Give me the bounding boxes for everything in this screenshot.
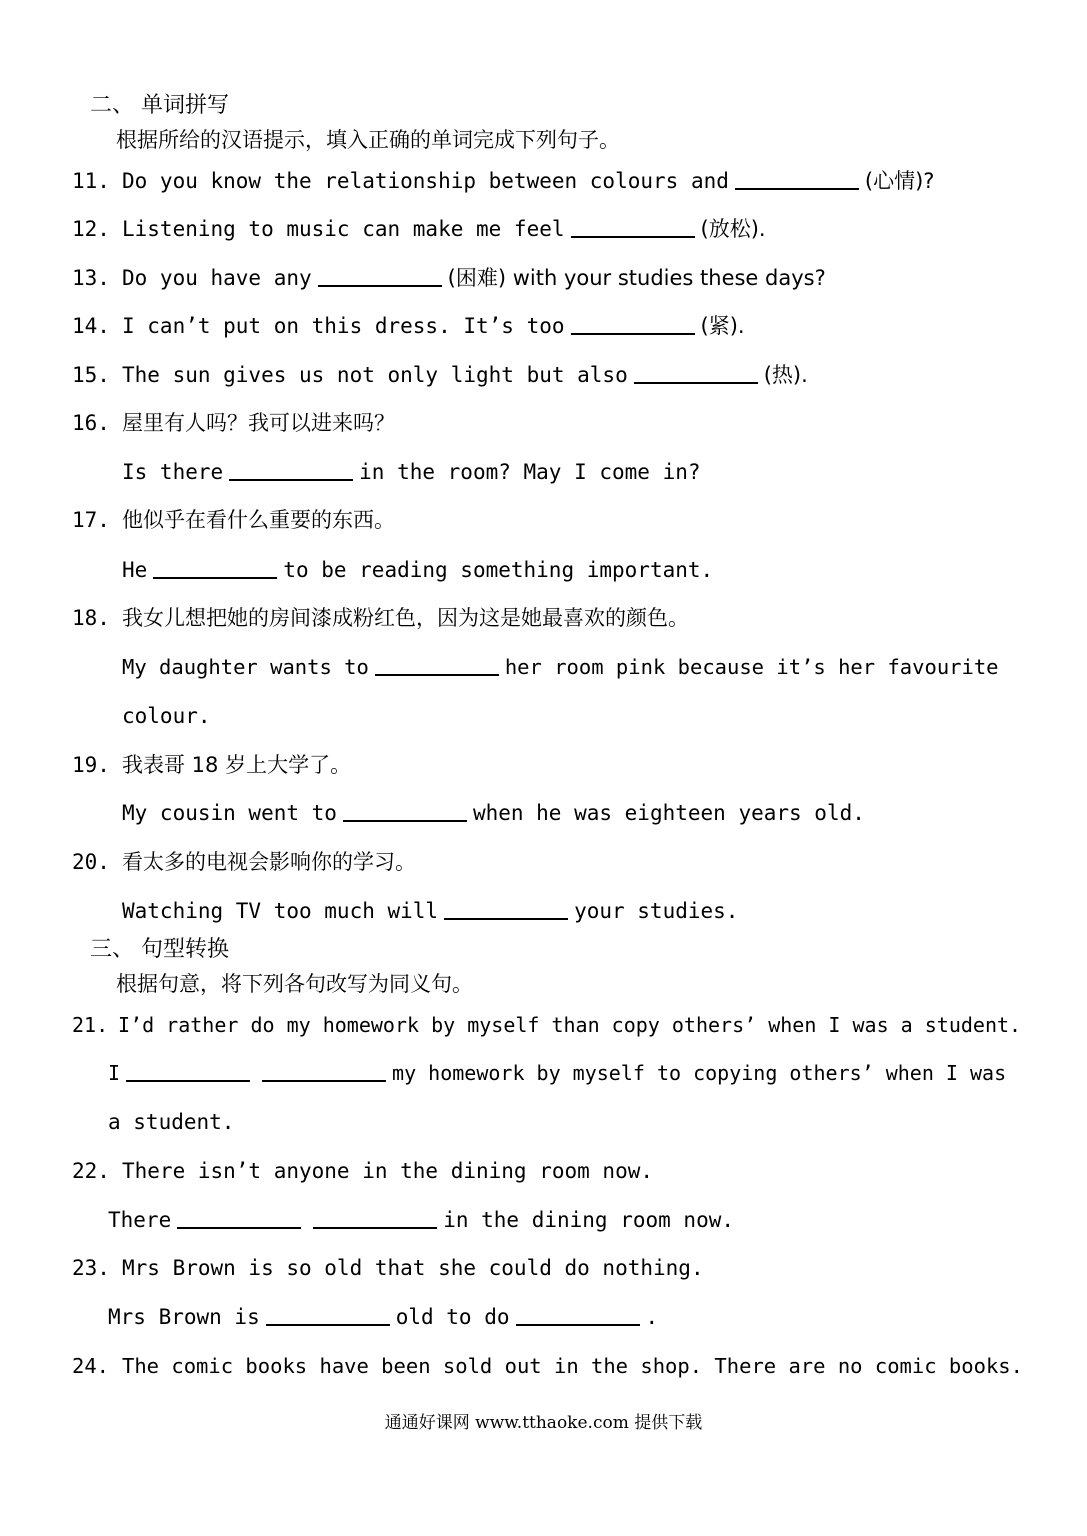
question-20-sentence	[122, 897, 738, 925]
question-original-sentence: The comic books have been sold out in the shop. There are no comic books.	[122, 1354, 1023, 1378]
question-text-end: .	[645, 1305, 659, 1329]
section-3-instruction: 根据句意，将下列各句改写为同义句。	[116, 972, 473, 996]
answer-blank[interactable]	[571, 313, 695, 335]
question-18-sentence	[122, 653, 999, 681]
question-text: I can’t put on this dress. It’s too	[122, 314, 565, 338]
question-21-sentence	[108, 1059, 1006, 1087]
question-text: My daughter wants to	[122, 655, 369, 679]
question-number: 18.	[72, 606, 110, 630]
question-18	[72, 604, 689, 632]
question-hint: (放松).	[700, 217, 766, 241]
question-24	[72, 1352, 1023, 1380]
answer-blank-1[interactable]	[126, 1060, 250, 1082]
question-hint: (紧).	[700, 314, 745, 338]
question-text: He	[122, 558, 148, 582]
question-20	[72, 848, 416, 876]
answer-blank-2[interactable]	[313, 1207, 437, 1229]
question-22-sentence	[108, 1206, 734, 1234]
question-18-continuation: colour.	[122, 704, 211, 728]
answer-blank-1[interactable]	[177, 1207, 301, 1229]
question-number: 17.	[72, 508, 110, 532]
question-number: 11.	[72, 169, 110, 193]
question-text-end: when he was eighteen years old.	[472, 801, 865, 825]
question-chinese: 看太多的电视会影响你的学习。	[122, 850, 416, 874]
question-text-end: in the room? May I come in?	[359, 460, 701, 484]
question-text: Watching TV too much will	[122, 899, 439, 923]
question-21	[72, 1011, 1021, 1039]
question-chinese: 他似乎在看什么重要的东西。	[122, 508, 395, 532]
question-21-continuation: a student.	[108, 1110, 235, 1134]
question-number: 20.	[72, 850, 110, 874]
question-chinese: 我表哥 18 岁上大学了。	[122, 753, 352, 777]
question-chinese: 屋里有人吗？我可以进来吗？	[122, 411, 395, 435]
question-16	[72, 409, 395, 437]
question-16-sentence	[122, 458, 701, 486]
answer-blank-1[interactable]	[266, 1304, 390, 1326]
question-number: 21.	[72, 1013, 109, 1037]
answer-blank[interactable]	[343, 800, 467, 822]
question-22	[72, 1157, 653, 1185]
question-text: Listening to music can make me feel	[122, 217, 565, 241]
question-number: 23.	[72, 1256, 110, 1280]
question-14	[72, 312, 745, 340]
answer-blank[interactable]	[571, 216, 695, 238]
question-number: 24.	[72, 1354, 110, 1378]
question-text: Mrs Brown is	[108, 1305, 260, 1329]
question-number: 12.	[72, 217, 110, 241]
question-number: 22.	[72, 1159, 110, 1183]
answer-blank[interactable]	[375, 654, 499, 676]
answer-blank[interactable]	[229, 459, 353, 481]
question-23	[72, 1254, 704, 1282]
question-11	[72, 167, 934, 195]
page-footer: 通通好课网 www.tthaoke.com 提供下载	[384, 1413, 703, 1433]
question-text: Do you know the relationship between colours and	[122, 169, 729, 193]
question-text-end: to be reading something important.	[283, 558, 714, 582]
section-2-instruction: 根据所给的汉语提示，填入正确的单词完成下列句子。	[116, 128, 620, 152]
question-text: My cousin went to	[122, 801, 337, 825]
question-original-sentence: Mrs Brown is so old that she could do nothing.	[122, 1256, 704, 1280]
answer-blank-2[interactable]	[516, 1304, 640, 1326]
answer-blank[interactable]	[318, 265, 442, 287]
question-text: I	[108, 1061, 121, 1085]
section-2-title: 二、 单词拼写	[90, 93, 229, 118]
answer-blank[interactable]	[634, 362, 758, 384]
question-text: The sun gives us not only light but also	[122, 363, 628, 387]
question-number: 15.	[72, 363, 110, 387]
question-number: 19.	[72, 753, 110, 777]
section-3-title: 三、 句型转换	[90, 937, 229, 962]
question-19-sentence	[122, 799, 865, 827]
question-13	[72, 264, 826, 292]
question-hint: (热).	[763, 363, 808, 387]
question-text-end: your studies.	[574, 899, 739, 923]
question-text-end: in the dining room now.	[443, 1208, 735, 1232]
question-text: There	[108, 1208, 172, 1232]
answer-blank[interactable]	[444, 898, 568, 920]
question-number: 16.	[72, 411, 110, 435]
question-hint: (困难) with your studies these days?	[447, 266, 826, 290]
question-chinese: 我女儿想把她的房间漆成粉红色，因为这是她最喜欢的颜色。	[122, 606, 689, 630]
question-number: 14.	[72, 314, 110, 338]
question-text-end: her room pink because it’s her favourite	[504, 655, 999, 679]
question-23-sentence	[108, 1303, 658, 1331]
question-text: Is there	[122, 460, 224, 484]
question-text-mid: old to do	[395, 1305, 510, 1329]
question-original-sentence: There isn’t anyone in the dining room now.	[122, 1159, 654, 1183]
question-15	[72, 361, 808, 389]
question-text-end: my homework by myself to copying others’ when I was	[392, 1061, 1007, 1085]
question-17-sentence	[122, 556, 713, 584]
answer-blank-2[interactable]	[262, 1060, 386, 1082]
question-number: 13.	[72, 266, 110, 290]
question-17	[72, 506, 395, 534]
question-12	[72, 215, 766, 243]
answer-blank[interactable]	[735, 168, 859, 190]
question-text: Do you have any	[122, 266, 312, 290]
answer-blank[interactable]	[153, 557, 277, 579]
question-hint: (心情)?	[864, 169, 935, 193]
question-19	[72, 751, 351, 779]
question-original-sentence: I’d rather do my homework by myself than copy others’ when I was a student.	[118, 1013, 1022, 1037]
